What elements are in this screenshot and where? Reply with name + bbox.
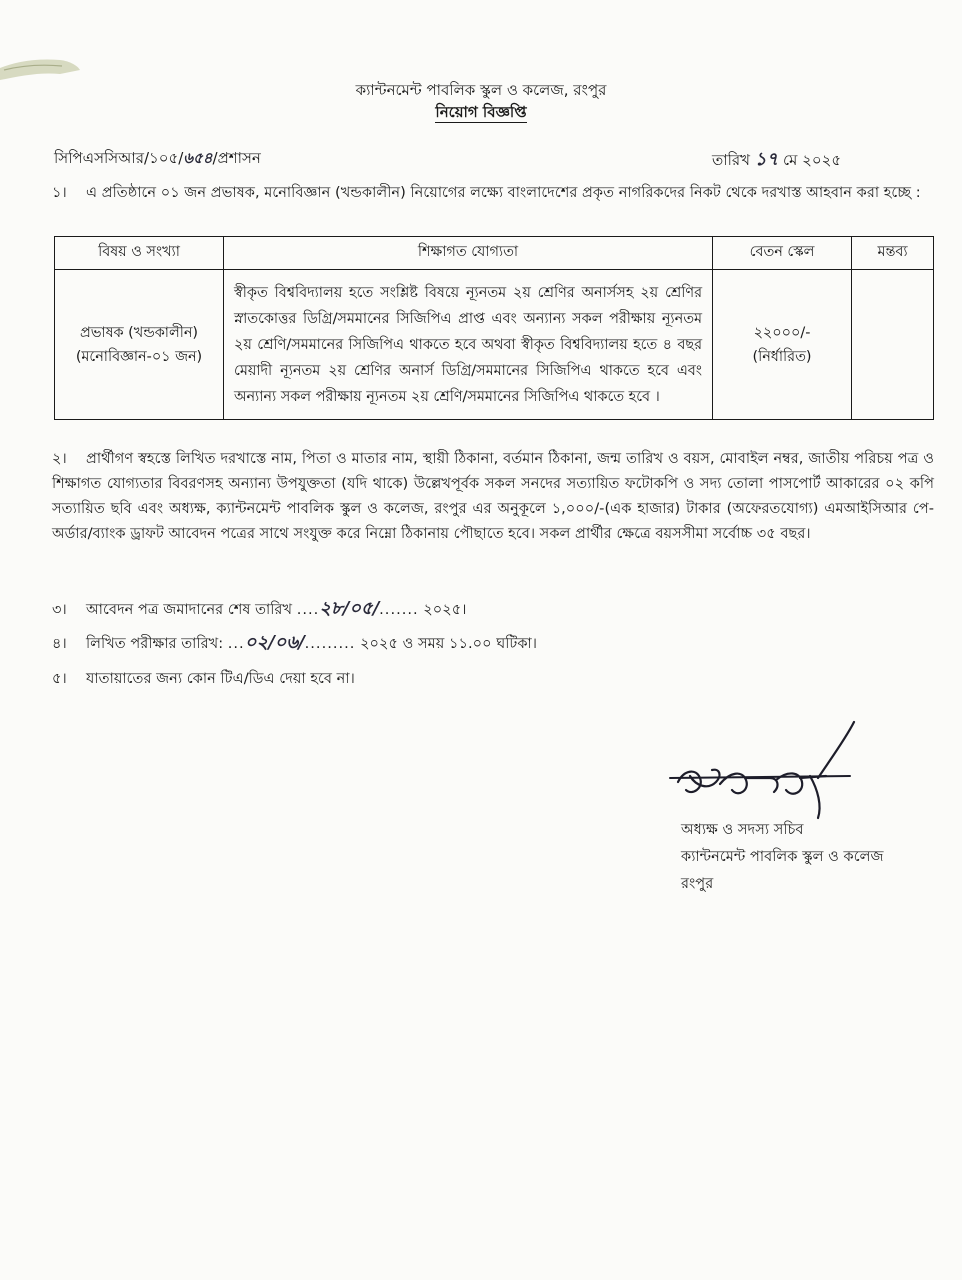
institution-name: ক্যান্টনমেন্ট পাবলিক স্কুল ও কলেজ, রংপুর <box>355 81 607 99</box>
qualification-table <box>54 236 934 420</box>
signature-image <box>650 720 870 830</box>
exam-date-handwritten: ০২/০৬/ <box>244 632 305 653</box>
remarks-cell <box>852 270 934 420</box>
reference-handwritten: ৬৫৪ <box>183 149 213 167</box>
header-post: বিষয় ও সংখ্যা <box>55 237 224 270</box>
qualification-cell: স্বীকৃত বিশ্ববিদ্যালয় হতে সংশ্লিষ্ট বিষয়ে ন্যূনতম ২য় শ্রেণির অনার্সসহ ২য় শ্রেণির স্নাতকোত্তর ডিগ্রি/সমমানের সিজিপিএ প্রাপ্ত এবং অন্যান্য সকল পরীক্ষায় ন্যূনতম ২য় শ্রেণি/সমমানের সিজিপিএ থাকতে হবে অথবা স্বীকৃত বিশ্ববিদ্যালয় হতে ৪ বছর মেয়াদী ন্যূনতম ২য় শ্রেণির অনার্স ডিগ্রি/সমমানের সিজিপিএ থাকতে হবে এবং অন্যান্য সকল পরীক্ষায় ন্যূনতম ২য় শ্রেণি/সমমানের সিজিপিএ থাকতে হবে । <box>224 270 713 420</box>
paragraph-5: ৫। যাতায়াতের জন্য কোন টিএ/ডিএ দেয়া হবে না। <box>52 670 355 687</box>
header-remarks: মন্তব্য <box>852 237 934 270</box>
post-cell: প্রভাষক (খন্ডকালীন) (মনোবিজ্ঞান-০১ জন) <box>55 270 224 420</box>
memo-reference: সিপিএসসিআর/১০৫/৬৫৪/প্রশাসন <box>54 149 261 167</box>
signatory-title: অধ্যক্ষ ও সদস্য সচিব <box>681 821 804 838</box>
signatory-block <box>681 816 884 897</box>
memo-date: তারিখ ১৭ মে ২০২৫ <box>712 149 842 170</box>
header-salary: বেতন স্কেল <box>713 237 852 270</box>
signatory-location: রংপুর <box>681 875 714 892</box>
header-qualification: শিক্ষাগত যোগ্যতা <box>224 237 713 270</box>
paragraph-1: ১। এ প্রতিষ্ঠানে ০১ জন প্রভাষক, মনোবিজ্ঞান (খন্ডকালীন) নিয়োগের লক্ষ্যে বাংলাদেশের প্রকৃত নাগরিকদের নিকট থেকে দরখাস্ত আহবান করা হচ্ছে : <box>52 184 921 201</box>
signatory-institution: ক্যান্টনমেন্ট পাবলিক স্কুল ও কলেজ <box>681 848 884 865</box>
notice-title: নিয়োগ বিজ্ঞপ্তি <box>435 103 527 121</box>
paragraph-3: ৩। আবেদন পত্র জমাদানের শেষ তারিখ ....২৮/০৫/....... ২০২৫। <box>52 598 467 619</box>
paragraph-4: ৪। লিখিত পরীক্ষার তারিখ: ...০২/০৬/......... ২০২৫ ও সময় ১১.০০ ঘটিকা। <box>52 632 537 653</box>
table-row <box>55 270 934 420</box>
deadline-handwritten: ২৮/০৫/ <box>319 598 380 619</box>
salary-cell: ২২০০০/- (নির্ধারিত) <box>713 270 852 420</box>
date-handwritten: ১৭ <box>754 149 779 170</box>
paragraph-2: ২। প্রার্থীগণ স্বহস্তে লিখিত দরখাস্তে নাম, পিতা ও মাতার নাম, স্থায়ী ঠিকানা, বর্তমান ঠিকানা, জন্ম তারিখ ও বয়স, মোবাইল নম্বর, জাতীয় পরিচয় পত্র ও শিক্ষাগত যোগ্যতার বিবরণসহ অন্যান্য উপযুক্ততা (যদি থাকে) উল্লেখপূর্বক সকল সনদের সত্যায়িত ফটোকপি ও সদ্য তোলা পাসপোর্ট আকারের ০২ কপি সত্যায়িত ছবি এবং অধ্যক্ষ, ক্যান্টনমেন্ট পাবলিক স্কুল ও কলেজ, রংপুর এর অনুকূলে ১,০০০/-(এক হাজার) টাকার (অফেরতযোগ্য) এমআইসিআর পে-অর্ডার/ব্যাংক ড্রাফট আবেদন পত্রের সাথে সংযুক্ত করে নিম্নো ঠিকানায় পৌছাতে হবে। সকল প্রার্থীর ক্ষেত্রে বয়সসীমা সর্বোচ্চ ৩৫ বছর। <box>52 450 934 542</box>
